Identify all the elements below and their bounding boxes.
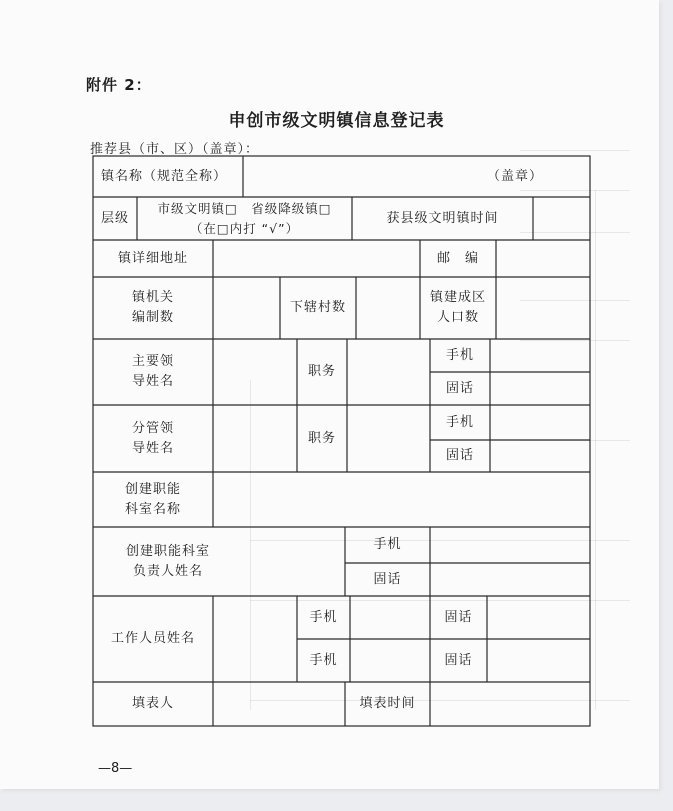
form-title: 申创市级文明镇信息登记表 <box>228 111 445 131</box>
main-leader-mobile-field[interactable] <box>490 339 590 372</box>
postcode-field[interactable] <box>496 240 590 277</box>
dept-head-landline-label: 固话 <box>373 571 402 587</box>
level-options[interactable] <box>137 197 352 240</box>
deputy-leader-mobile-field[interactable] <box>490 405 590 440</box>
fill-time-label: 填表时间 <box>359 696 416 711</box>
dept-name-label <box>93 472 213 527</box>
main-leader-position-label: 职务 <box>307 364 336 379</box>
staff-mobile-field-2[interactable] <box>350 639 430 682</box>
villages-label: 下辖村数 <box>289 300 346 315</box>
dept-name-field[interactable] <box>213 472 590 527</box>
population-label <box>420 277 496 339</box>
deputy-leader-landline-label: 固话 <box>445 448 474 463</box>
deputy-leader-position-label: 职务 <box>307 430 336 446</box>
staff-landline-field-2[interactable] <box>487 639 590 682</box>
dept-name-label-line2: 科室名称 <box>124 501 181 517</box>
dept-head-name-field[interactable] <box>243 527 345 596</box>
filler-field[interactable] <box>213 682 345 726</box>
staffing-label <box>93 277 213 339</box>
main-leader-label <box>93 339 213 405</box>
staff-name-field-2[interactable] <box>213 639 297 682</box>
level-options-line1[interactable]: 市级文明镇□ 省级降级镇□ <box>157 200 332 216</box>
staff-landline-field-1[interactable] <box>487 596 590 639</box>
attachment-label: 附件 2： <box>86 76 152 94</box>
staff-mobile-label-1: 手机 <box>309 609 338 625</box>
county-seal-label: 推荐县（市、区）（盖章）： <box>90 142 260 157</box>
level-label: 层级 <box>100 210 129 226</box>
dept-head-label-line1: 创建职能科室 <box>125 543 210 559</box>
main-leader-label-line1: 主要领 <box>131 354 174 369</box>
filler-label: 填表人 <box>131 696 174 711</box>
staffing-field[interactable] <box>213 277 280 339</box>
main-leader-position-field[interactable] <box>347 339 430 405</box>
postcode-label: 邮 编 <box>436 250 479 266</box>
town-name-field[interactable] <box>243 156 393 197</box>
page-number: —8— <box>98 761 133 776</box>
level-options-line2: （在□内打 “√”） <box>189 220 300 236</box>
deputy-leader-label <box>93 405 213 472</box>
main-leader-landline-label: 固话 <box>445 380 474 396</box>
staff-name-label: 工作人员姓名 <box>110 631 195 646</box>
dept-head-landline-field[interactable] <box>430 563 590 596</box>
dept-head-mobile-label: 手机 <box>373 537 402 552</box>
dept-name-label-line1: 创建职能 <box>124 481 181 497</box>
villages-field[interactable] <box>356 277 420 339</box>
staff-mobile-label-2: 手机 <box>309 652 338 668</box>
deputy-leader-position-field[interactable] <box>347 405 430 472</box>
deputy-leader-label-line2: 导姓名 <box>131 440 174 456</box>
county-award-time-label: 获县级文明镇时间 <box>386 210 499 226</box>
deputy-leader-landline-field[interactable] <box>490 440 590 472</box>
address-label: 镇详细地址 <box>117 250 188 266</box>
county-award-time-field[interactable] <box>533 197 590 240</box>
population-field[interactable] <box>496 277 590 339</box>
main-leader-label-line2: 导姓名 <box>131 374 174 389</box>
dept-head-label <box>93 527 243 596</box>
deputy-leader-mobile-label: 手机 <box>445 414 474 430</box>
deputy-leader-label-line1: 分管领 <box>131 420 174 436</box>
population-label-line1: 镇建成区 <box>429 290 486 305</box>
staff-landline-label-2: 固话 <box>444 652 473 668</box>
fill-time-field[interactable] <box>430 682 590 726</box>
dept-head-label-line2: 负责人姓名 <box>132 563 203 579</box>
staff-mobile-field-1[interactable] <box>350 596 430 639</box>
staff-landline-label-1: 固话 <box>444 609 473 625</box>
staffing-label-line1: 镇机关 <box>131 290 174 305</box>
seal-label: （盖章） <box>486 168 543 184</box>
staffing-label-line2: 编制数 <box>131 310 174 325</box>
main-leader-name-field[interactable] <box>213 339 297 405</box>
population-label-line2: 人口数 <box>436 310 479 325</box>
deputy-leader-name-field[interactable] <box>213 405 297 472</box>
town-name-label: 镇名称（规范全称） <box>101 168 228 184</box>
address-field[interactable] <box>213 240 420 277</box>
staff-name-field-1[interactable] <box>213 596 297 639</box>
main-leader-mobile-label: 手机 <box>445 347 474 363</box>
main-leader-landline-field[interactable] <box>490 372 590 405</box>
dept-head-mobile-field[interactable] <box>430 527 590 563</box>
